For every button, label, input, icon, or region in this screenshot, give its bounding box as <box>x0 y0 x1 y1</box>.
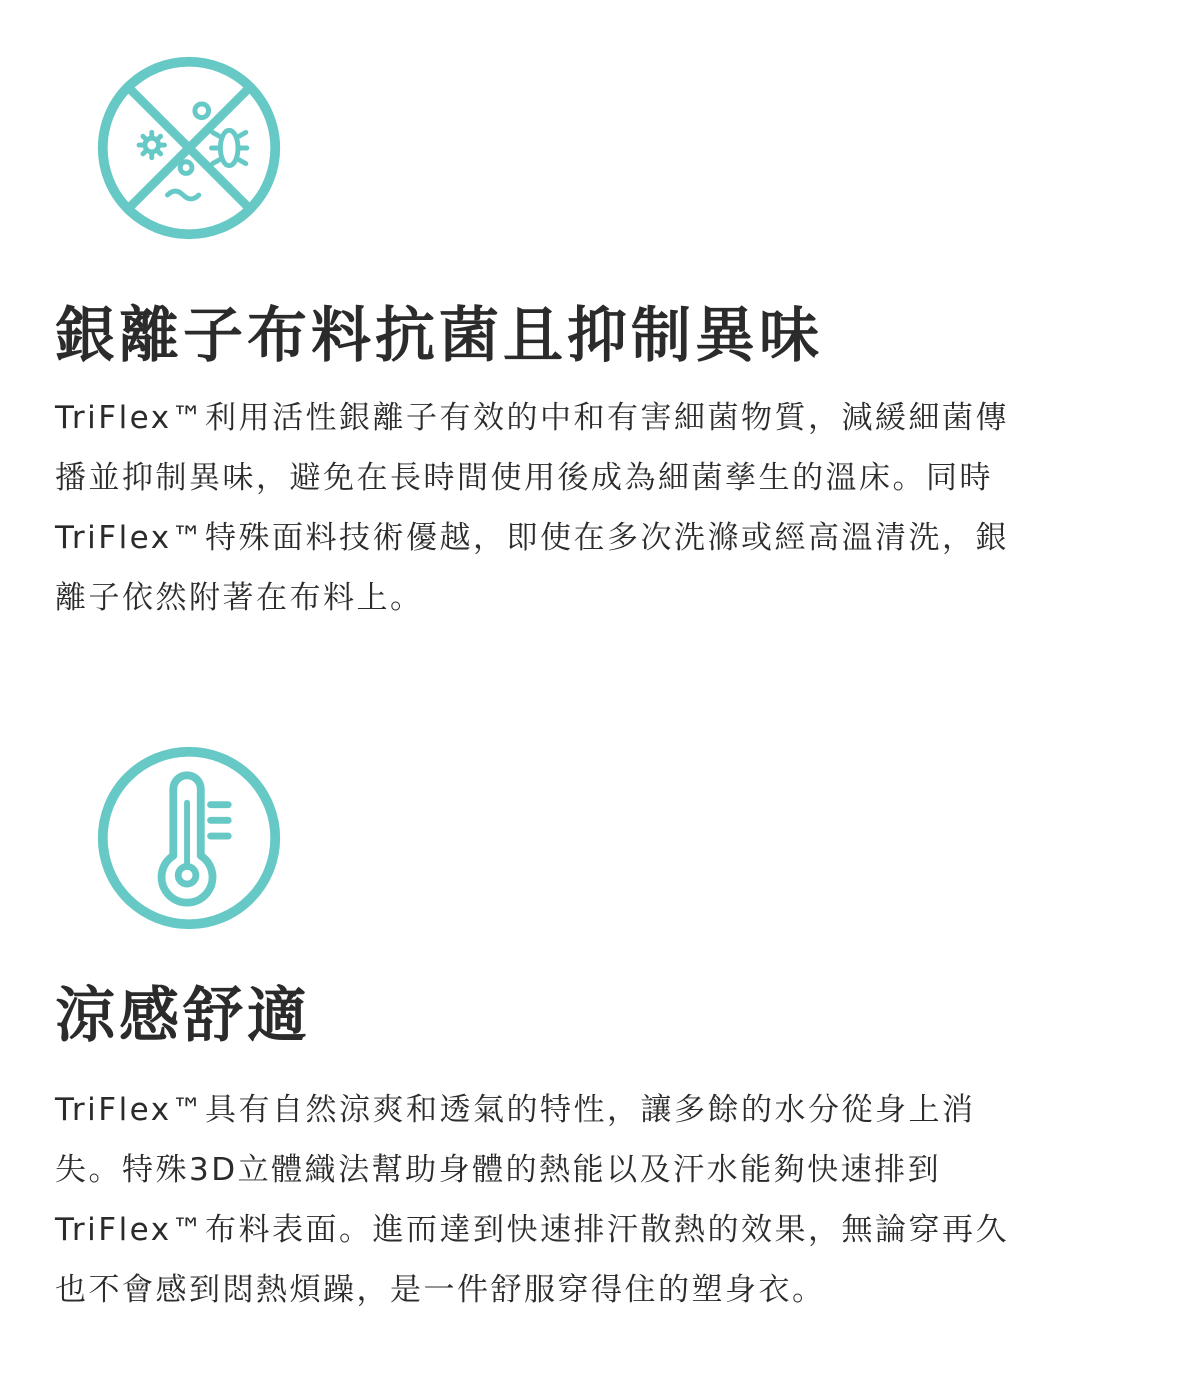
description-line: TriFlex™利用活性銀離子有效的中和有害細菌物質，減緩細菌傳 <box>55 400 1010 436</box>
description-line: 播並抑制異味，避免在長時間使用後成為細菌孳生的溫床。同時 <box>55 460 993 496</box>
description-line: 失。特殊3D立體織法幫助身體的熱能以及汗水能夠快速排到 <box>55 1152 942 1188</box>
no-bacteria-icon <box>91 50 287 246</box>
feature-description <box>55 1080 1125 1320</box>
description-line: 離子依然附著在布料上。 <box>55 580 424 616</box>
thermometer-icon <box>91 740 287 936</box>
description-line: TriFlex™具有自然涼爽和透氣的特性，讓多餘的水分從身上消 <box>55 1092 976 1128</box>
feature-title: 涼感舒適 <box>55 981 311 1051</box>
description-line: TriFlex™特殊面料技術優越，即使在多次洗滌或經高溫清洗，銀 <box>55 520 1010 556</box>
feature-description <box>55 388 1125 628</box>
description-line: 也不會感到悶熱煩躁，是一件舒服穿得住的塑身衣。 <box>55 1272 826 1308</box>
feature-title: 銀離子布料抗菌且抑制異味 <box>55 301 823 371</box>
description-line: TriFlex™布料表面。進而達到快速排汗散熱的效果，無論穿再久 <box>55 1212 1010 1248</box>
